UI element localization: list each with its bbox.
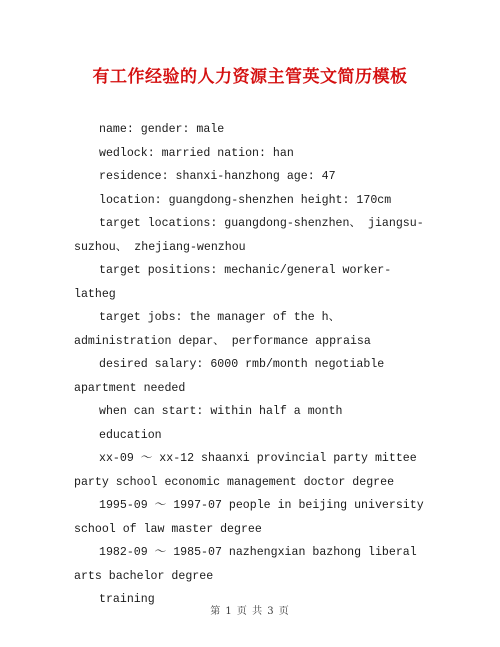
paragraph-target-locations: target locations: guangdong-shenzhen、 jiangsu-suzhou、 zhejiang-wenzhou	[74, 217, 424, 254]
paragraph-start-time: when can start: within half a month	[99, 405, 343, 418]
paragraph-education-doctor: xx-09 ～ xx-12 shaanxi provincial party mittee party school economic management doctor degree	[74, 452, 417, 489]
paragraph-target-jobs: target jobs: the manager of the h、 administration depar、 performance appraisa	[74, 311, 371, 348]
page-number-footer: 第 1 页 共 3 页	[210, 606, 290, 617]
paragraph-name-gender: name: gender: male	[99, 123, 225, 136]
document-body	[74, 118, 426, 612]
paragraph-education-master: 1995-09 ～ 1997-07 people in beijing university school of law master degree	[74, 499, 424, 536]
paragraph-education-bachelor: 1982-09 ～ 1985-07 nazhengxian bazhong liberal arts bachelor degree	[74, 546, 417, 583]
paragraph-residence-age: residence: shanxi-hanzhong age: 47	[99, 170, 336, 183]
paragraph-target-positions: target positions: mechanic/general worker-latheg	[74, 264, 392, 301]
section-heading-education: education	[99, 428, 162, 442]
paragraph-location-height: location: guangdong-shenzhen height: 170cm	[99, 193, 392, 207]
paragraph-wedlock-nation: wedlock: married nation: han	[99, 146, 294, 160]
document-title: 有工作经验的人力资源主管英文简历模板	[92, 67, 408, 87]
paragraph-desired-salary: desired salary: 6000 rmb/month negotiable apartment needed	[74, 358, 385, 395]
section-heading-training: training	[99, 593, 155, 606]
